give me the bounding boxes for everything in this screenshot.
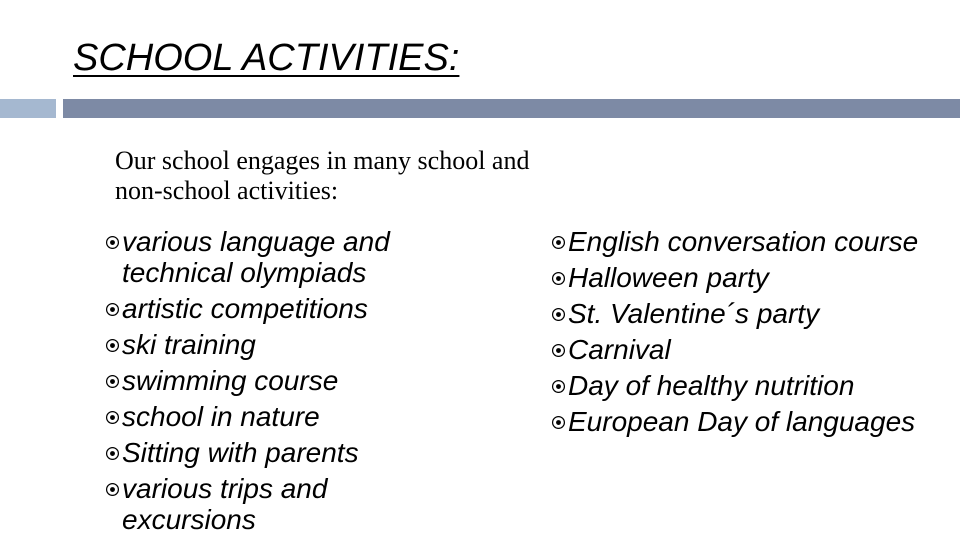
list-item-text: European Day of languages [568,406,916,437]
list-item [105,473,465,535]
list-item [105,437,465,468]
list-item [105,365,465,396]
list-item-text: English conversation course [568,226,919,257]
circled-dot-icon [551,415,566,430]
list-item-text: Carnival [568,334,671,365]
circled-dot-icon [105,338,120,353]
circled-dot-icon [105,410,120,425]
list-item [105,226,465,288]
list-item [551,370,951,401]
intro-text [115,146,715,206]
list-item-text: Halloween party [568,262,769,293]
circled-dot-icon [551,307,566,322]
list-item-text: various trips and excursions [122,473,328,535]
list-item-text: St. Valentine´s party [568,298,820,329]
list-item [551,334,951,365]
intro-line-1: Our school engages in many school and [115,146,530,175]
circled-dot-icon [105,235,120,250]
list-item [105,401,465,432]
list-item [105,293,465,324]
list-item-text: Sitting with parents [122,437,359,468]
list-item-text: ski training [122,329,256,360]
circled-dot-icon [105,482,120,497]
circled-dot-icon [105,374,120,389]
list-item [551,262,951,293]
list-item [551,298,951,329]
list-item-text: artistic competitions [122,293,368,324]
slide-title: SCHOOL ACTIVITIES: [73,37,460,79]
circled-dot-icon [551,379,566,394]
circled-dot-icon [551,235,566,250]
list-item-text: school in nature [122,401,320,432]
list-item [551,226,951,257]
intro-line-2: non-school activities: [115,176,339,205]
circled-dot-icon [105,446,120,461]
list-item [105,329,465,360]
activities-list-right [551,226,951,442]
list-item [551,406,951,437]
accent-bar-right [63,99,960,118]
accent-bar-left [0,99,56,118]
list-item-text: Day of healthy nutrition [568,370,855,401]
circled-dot-icon [551,271,566,286]
circled-dot-icon [105,302,120,317]
list-item-text: swimming course [122,365,339,396]
circled-dot-icon [551,343,566,358]
activities-list-left [105,226,465,540]
list-item-text: various language and technical olympiads [122,226,390,288]
